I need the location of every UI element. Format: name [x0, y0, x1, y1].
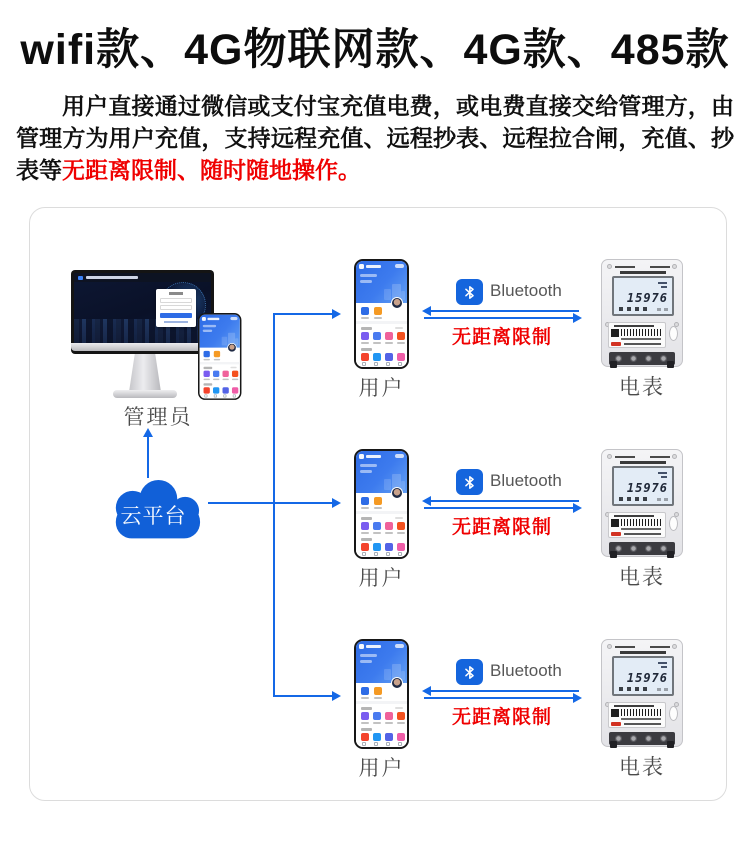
manufacturer-text [624, 533, 661, 535]
model-text [614, 705, 654, 707]
app-label [374, 697, 382, 699]
app-label [385, 342, 393, 344]
app-label [397, 532, 405, 534]
report-app-icon [373, 353, 381, 361]
meter-button [635, 497, 639, 501]
qr-code [611, 709, 619, 717]
app-label [397, 722, 405, 724]
app-label [374, 507, 382, 509]
seal-button [669, 706, 678, 721]
pay-app-icon [361, 733, 369, 741]
arrow-line [424, 697, 573, 699]
lcd-reading: 15976 [626, 481, 668, 495]
more-link [395, 327, 403, 329]
meter-nameplate [608, 322, 666, 348]
user-phone [354, 259, 409, 369]
meter-foot [667, 551, 674, 558]
bluetooth-label: Bluetooth [490, 661, 562, 680]
meter-button [643, 307, 647, 311]
arrow-line [431, 500, 579, 502]
meter-button [635, 307, 639, 311]
account-app-icon [373, 332, 381, 340]
no-distance-label: 无距离限制 [451, 707, 552, 728]
mine-tab-icon [233, 394, 236, 397]
terminal-screw [645, 545, 652, 552]
electric-meter [601, 639, 683, 747]
screw [607, 264, 612, 269]
terminal-block [609, 542, 675, 555]
report-app-icon [373, 733, 381, 741]
app-label [385, 532, 393, 534]
meter-foot [667, 741, 674, 748]
meter-spec-text [650, 456, 670, 458]
electric-meter [601, 259, 683, 367]
alarm-app-icon [397, 712, 405, 720]
username-text [366, 265, 381, 268]
record-app-icon [385, 522, 393, 530]
meter-spec-text [615, 456, 635, 458]
meter-unit [601, 639, 683, 747]
link-row [30, 259, 728, 400]
terminal-block [609, 732, 675, 745]
meter-indicator [664, 308, 668, 311]
smartphone [354, 259, 409, 369]
seal-button [669, 326, 678, 341]
service-app-icon [385, 353, 393, 361]
message-tab-icon [386, 552, 390, 556]
user-avatar-icon [359, 644, 364, 649]
more-link [395, 517, 403, 519]
terminal-screw [645, 735, 652, 742]
barcode [621, 709, 661, 716]
cloud-label: 云平台 [120, 505, 187, 528]
lcd-unit-text [658, 282, 667, 284]
meter-name-text [620, 271, 666, 274]
app-body [356, 493, 407, 559]
screw [672, 644, 677, 649]
brand-logo [611, 532, 621, 536]
manufacturer-text [624, 723, 661, 725]
meter-foot [610, 551, 617, 558]
meter-name-text [620, 651, 666, 654]
meter-indicator [657, 688, 661, 691]
meter-nameplate [608, 702, 666, 728]
meter-button [643, 497, 647, 501]
balance-line [360, 464, 377, 467]
meter-button [627, 687, 631, 691]
meter-button [619, 687, 623, 691]
app-label [361, 507, 369, 509]
meter-app-icon [361, 522, 369, 530]
lcd-unit-text [661, 476, 667, 478]
lcd-unit-text [661, 666, 667, 668]
user-label: 用户 [358, 757, 405, 780]
divider [356, 701, 407, 704]
meter-indicator [657, 308, 661, 311]
profile-avatar [391, 487, 403, 499]
link-row [30, 449, 728, 590]
app-label [361, 532, 369, 534]
profile-avatar [391, 297, 403, 309]
record-app-icon [385, 332, 393, 340]
recharge-app-icon [361, 307, 369, 315]
no-distance-label: 无距离限制 [451, 517, 552, 538]
meter-button [619, 497, 623, 501]
arrow-left-icon [422, 686, 431, 696]
balance-line [360, 654, 377, 657]
recharge-app-icon [361, 497, 369, 505]
report-app-icon [373, 543, 381, 551]
meter-foot [610, 741, 617, 748]
model-text [614, 325, 654, 327]
link-row [30, 639, 728, 780]
qr-code [611, 519, 619, 527]
balance-line [360, 660, 372, 663]
user-phone [354, 639, 409, 749]
user-label: 用户 [358, 567, 405, 590]
lcd-unit-text [661, 286, 667, 288]
meter-nameplate [608, 512, 666, 538]
app-label [374, 317, 382, 319]
service-tab-icon [374, 742, 378, 746]
serial-text [621, 718, 661, 720]
balance-line [360, 274, 377, 277]
meter-lcd [612, 656, 674, 696]
section-title [361, 707, 372, 710]
bluetooth-label: Bluetooth [490, 471, 562, 490]
meter-spec-text [615, 266, 635, 268]
meter-spec-text [650, 266, 670, 268]
divider [356, 511, 407, 514]
message-tab-icon [386, 362, 390, 366]
account-app-icon [373, 712, 381, 720]
service-tab-icon [374, 552, 378, 556]
lcd-reading: 15976 [626, 671, 668, 685]
user-avatar-icon [359, 264, 364, 269]
home-tab-icon [362, 742, 366, 746]
brand-logo [611, 342, 621, 346]
smartphone [354, 639, 409, 749]
no-distance-label: 无距离限制 [451, 327, 552, 348]
meter-unit [601, 449, 683, 557]
meter-button [635, 687, 639, 691]
seal-button [669, 516, 678, 531]
brand-logo [611, 722, 621, 726]
lcd-unit-text [658, 662, 667, 664]
mine-tab-icon [398, 362, 402, 366]
meter-indicator [657, 498, 661, 501]
user-label: 用户 [358, 377, 405, 400]
arrow-line [431, 690, 579, 692]
model-text [614, 515, 654, 517]
bluetooth-icon [456, 659, 483, 685]
terminal-screw [660, 735, 667, 742]
terminal-block [609, 352, 675, 365]
smartphone [354, 449, 409, 559]
app-label [373, 722, 381, 724]
intro-paragraph [16, 90, 734, 186]
meter-spec-text [650, 646, 670, 648]
divider [356, 321, 407, 324]
status-bar [395, 454, 404, 458]
app-label [373, 342, 381, 344]
serial-text [621, 338, 661, 340]
record-app-icon [385, 712, 393, 720]
barcode [621, 329, 661, 336]
meter-label: 电表 [619, 566, 665, 589]
user-avatar-icon [359, 454, 364, 459]
account-app-icon [373, 522, 381, 530]
terminal-screw [660, 355, 667, 362]
lcd-reading: 15976 [626, 291, 668, 305]
home-tab-icon [204, 394, 207, 397]
lcd-unit-text [658, 472, 667, 474]
mine-tab-icon [398, 742, 402, 746]
terminal-screw [660, 545, 667, 552]
alarm-app-icon [397, 332, 405, 340]
meter-label: 电表 [619, 756, 665, 779]
balance-line [360, 470, 372, 473]
home-tab-icon [362, 552, 366, 556]
meter-lcd [612, 276, 674, 316]
electric-meter [601, 449, 683, 557]
terminal-screw [630, 355, 637, 362]
screw [607, 454, 612, 459]
service-app-icon [385, 733, 393, 741]
arrow-line [431, 310, 579, 312]
barcode [621, 519, 661, 526]
profile-avatar [391, 677, 403, 689]
mine-tab-icon [398, 552, 402, 556]
recharge-app-icon [361, 687, 369, 695]
pay-app-icon [361, 543, 369, 551]
page-title: wifi款、4G物联网款、4G款、485款 [20, 26, 730, 74]
admin-label: 管理员 [123, 406, 193, 429]
user-phone [354, 449, 409, 559]
section-title [361, 517, 372, 520]
app-label [361, 317, 369, 319]
meter-label: 电表 [619, 376, 665, 399]
username-text [366, 455, 381, 458]
meter-button [619, 307, 623, 311]
meter-button [627, 497, 631, 501]
terminal-screw [645, 355, 652, 362]
meter-lcd [612, 466, 674, 506]
meter-name-text [620, 461, 666, 464]
buildings-illustration [384, 479, 391, 490]
meter-app-icon [361, 332, 369, 340]
bluetooth-icon [456, 469, 483, 495]
terminal-screw [630, 735, 637, 742]
screw [672, 264, 677, 269]
settings-app-icon [397, 733, 405, 741]
message-tab-icon [223, 394, 226, 397]
app-label [373, 532, 381, 534]
app-label [385, 722, 393, 724]
buildings-illustration [384, 289, 391, 300]
bill-app-icon [374, 497, 382, 505]
more-link [395, 707, 403, 709]
app-label [361, 342, 369, 344]
buildings-illustration [384, 669, 391, 680]
app-body [356, 683, 407, 749]
status-bar [395, 644, 404, 648]
bluetooth-icon [456, 279, 483, 305]
service-app-icon [385, 543, 393, 551]
serial-text [621, 528, 661, 530]
meter-spec-text [615, 646, 635, 648]
settings-app-icon [397, 543, 405, 551]
app-body [356, 303, 407, 369]
app-label [397, 342, 405, 344]
section-title [361, 538, 372, 541]
meter-indicator [664, 498, 668, 501]
bill-app-icon [374, 307, 382, 315]
screw [672, 454, 677, 459]
intro-highlight: 无距离限制、随时随地操作。 [62, 157, 361, 183]
meter-foot [610, 361, 617, 368]
service-tab-icon [214, 394, 217, 397]
arrow-line [424, 317, 573, 319]
arrow-left-icon [422, 306, 431, 316]
meter-foot [667, 361, 674, 368]
screw [607, 644, 612, 649]
pay-app-icon [361, 353, 369, 361]
bluetooth-label: Bluetooth [490, 281, 562, 300]
message-tab-icon [386, 742, 390, 746]
username-text [366, 645, 381, 648]
settings-app-icon [397, 353, 405, 361]
intro-text: 用户直接通过微信或支付宝充值电费，或电费直接交给管理方，由管理方为用户充值，支持远程充值、远程抄表、远程拉合闸，充值、抄表等 [16, 93, 734, 183]
meter-button [627, 307, 631, 311]
app-label [361, 722, 369, 724]
arrow-left-icon [422, 496, 431, 506]
arrow-line [424, 507, 573, 509]
diagram-frame [29, 207, 727, 801]
app-label [361, 697, 369, 699]
section-title [361, 348, 372, 351]
balance-line [360, 280, 372, 283]
alarm-app-icon [397, 522, 405, 530]
service-tab-icon [374, 362, 378, 366]
section-title [361, 728, 372, 731]
bill-app-icon [374, 687, 382, 695]
status-bar [395, 264, 404, 268]
meter-unit [601, 259, 683, 367]
qr-code [611, 329, 619, 337]
meter-app-icon [361, 712, 369, 720]
meter-button [643, 687, 647, 691]
home-tab-icon [362, 362, 366, 366]
manufacturer-text [624, 343, 661, 345]
meter-indicator [664, 688, 668, 691]
terminal-screw [630, 545, 637, 552]
section-title [361, 327, 372, 330]
